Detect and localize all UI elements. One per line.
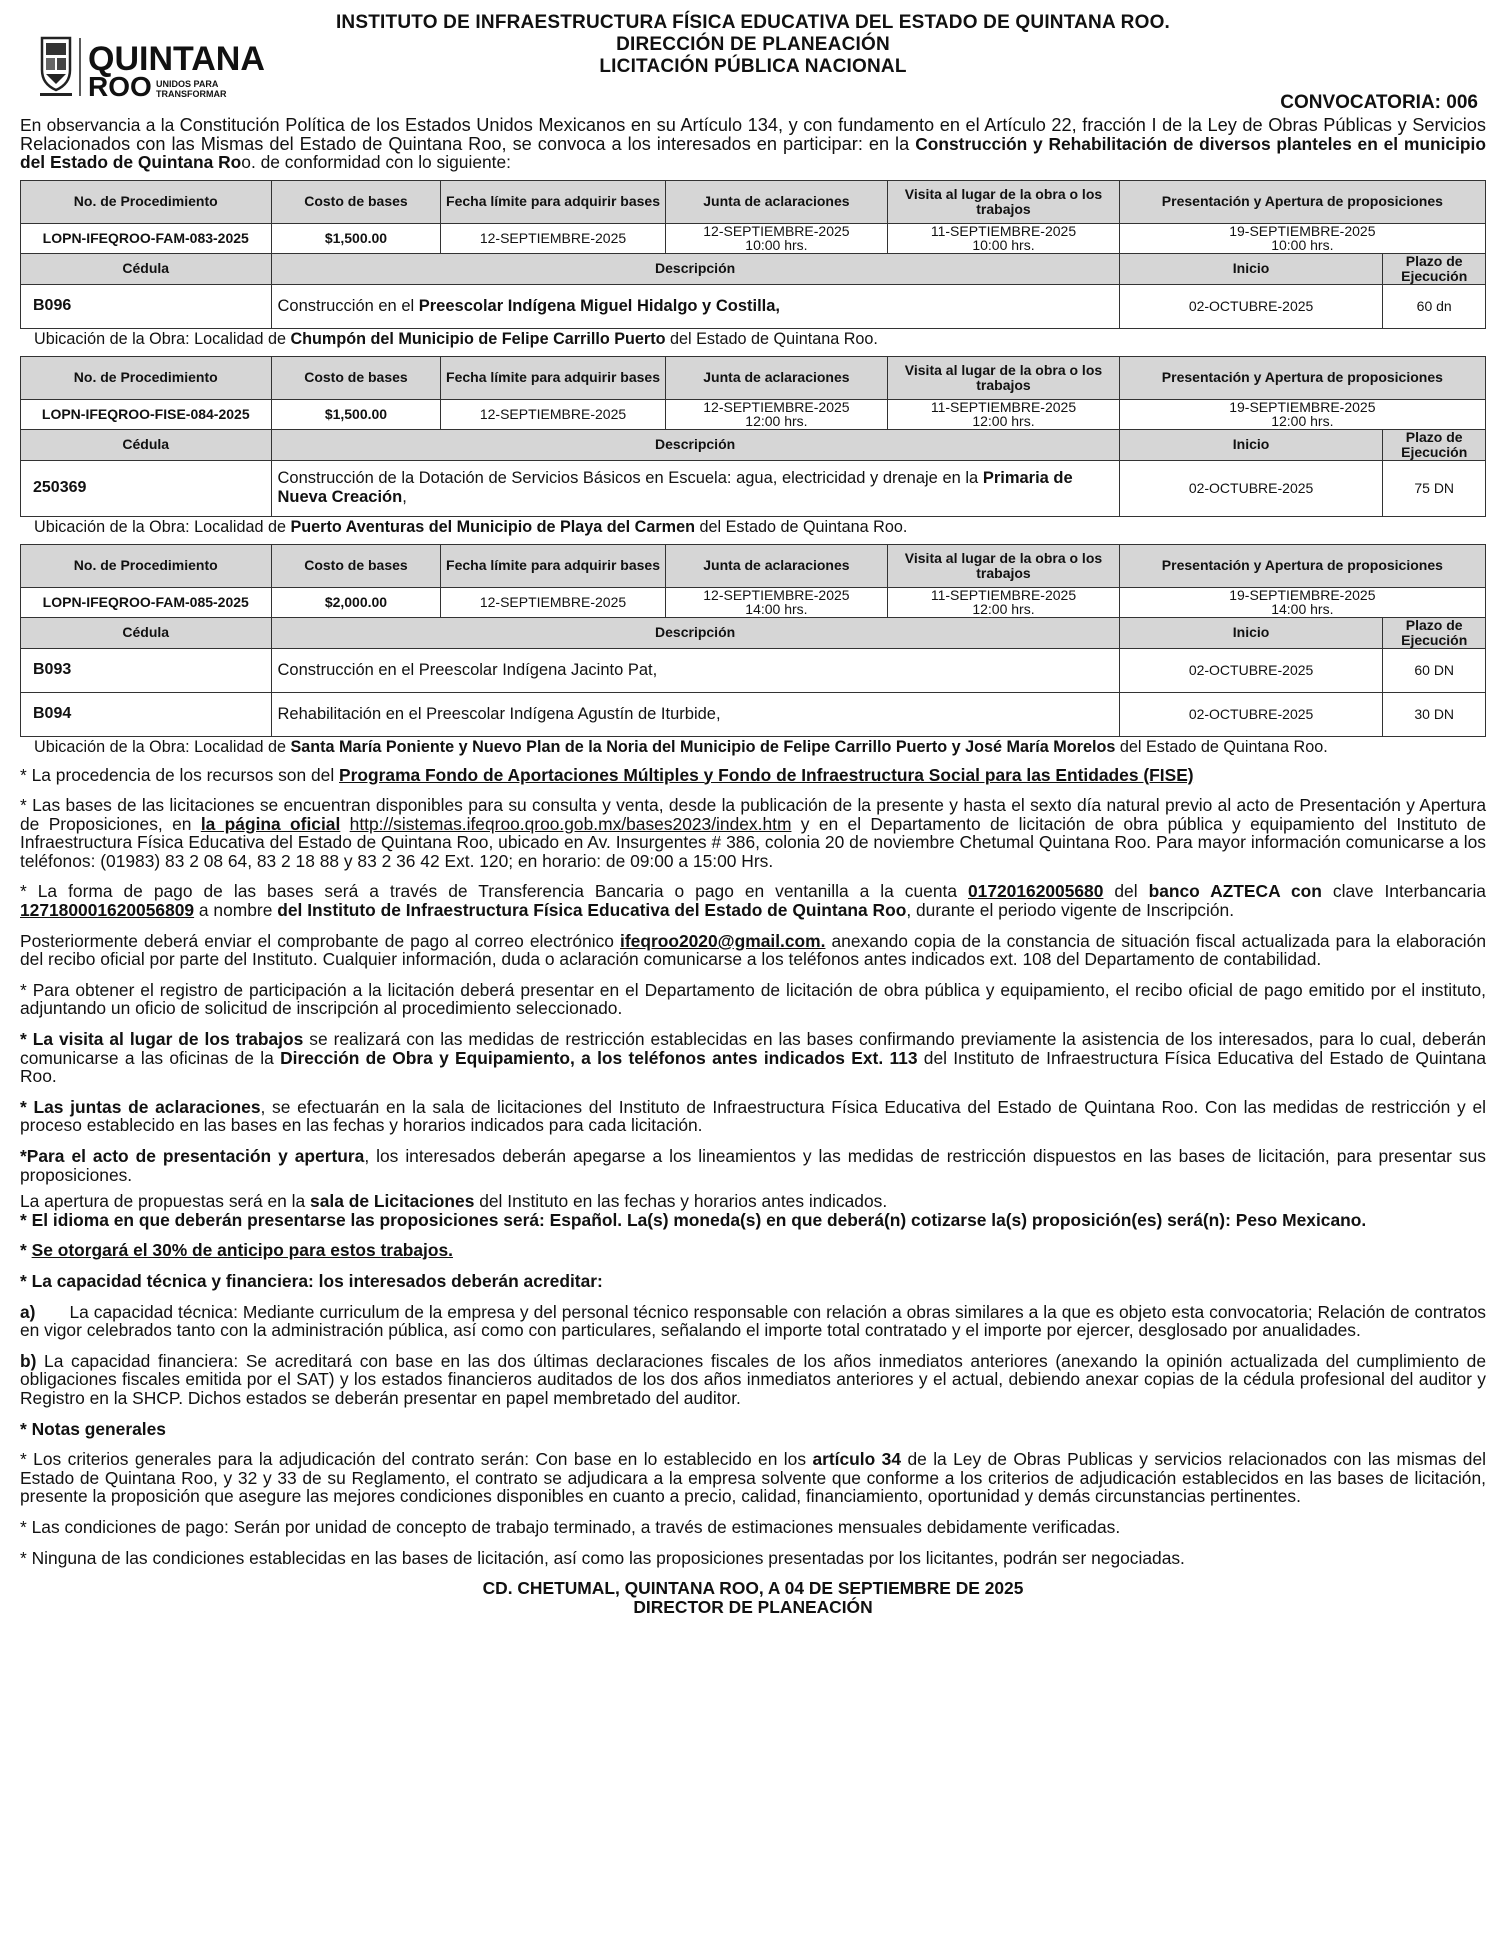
- work-location: Ubicación de la Obra: Localidad de Puerto Aventuras del Municipio de Playa del Carmen del Estado de Quintana Roo.: [34, 517, 908, 536]
- work-row: [21, 284, 1486, 328]
- svg-text:UNIDOS PARA: UNIDOS PARA: [156, 79, 219, 89]
- payment-paragraph: * La forma de pago de las bases será a través de Transferencia Bancaria o pago en ventanilla a la cuenta 01720162005680 del banco AZTECA con clave Interbancaria 127180001620056809 a nombre del Instituto de Infraestructura Física Educativa del Estado de Quintana Roo, durante el periodo vigente de Inscripción.: [20, 881, 1486, 921]
- visit-datetime: 11-SEPTIEMBRE-2025 12:00 hrs.: [888, 587, 1119, 617]
- col-junta: Junta de aclaraciones: [665, 356, 888, 399]
- payment-conditions: * Las condiciones de pago: Serán por unidad de concepto de trabajo terminado, a través de estimaciones mensuales debidamente verificadas.: [20, 1516, 1121, 1537]
- conditions-body: [20, 766, 1486, 1568]
- execution-term: 75 DN: [1383, 460, 1486, 516]
- language-paragraph: * El idioma en que deberán presentarse las proposiciones será: Español. La(s) moneda(s) en que deberá(n) cotizarse la(s) proposición(es) será(n): Peso Mexicano.: [20, 1209, 1367, 1230]
- criteria-paragraph: * Los criterios generales para la adjudicación del contrato serán: Con base en lo establecido en los artículo 34 de la Ley de Obras Publicas y servicios relacionados con las mismas del Estado de Quintana Roo, y 32 y 33 de su Reglamento, el contrato se adjudicara a la empresa solvente que conforme a los criterios de adjudicación establecidos en las bases de licitación, presente la proposición que asegure las mejores condiciones disponibles en cuanto a precio, calidad, financiamiento, oportunidad y demás circunstancias pertinentes.: [20, 1449, 1487, 1507]
- start-date: 02-OCTUBRE-2025: [1119, 460, 1383, 516]
- svg-text:TRANSFORMAR: TRANSFORMAR: [156, 89, 227, 99]
- work-description: Construcción en el Preescolar Indígena Jacinto Pat,: [271, 648, 1119, 692]
- bases-paragraph: * Las bases de las licitaciones se encuentran disponibles para su consulta y venta, desde la publicación de la presente y hasta el sexto día natural previo al acto de Presentación y Apertura de Proposiciones, en la página oficial http://sistemas.ifeqroo.qroo.gob.mx/bases2023/index.htm y en el Departamento de licitación de obra pública y equipamiento del Instituto de Infraestructura Física Educativa del Estado de Quintana Roo, ubicado en Av. Insurgentes # 386, colonia 20 de noviembre Chetumal Quintana Roo. Para mayor información comunicarse a los teléfonos: (01983) 83 2 08 64, 83 2 18 88 y 83 2 36 42 Ext. 120; en horario: de 09:00 a 15:00 Hrs.: [20, 795, 1486, 871]
- col-procedimiento: No. de Procedimiento: [21, 544, 272, 587]
- col-presentacion: Presentación y Apertura de proposiciones: [1119, 544, 1485, 587]
- contact-email[interactable]: ifeqroo2020@gmail.com.: [620, 930, 826, 951]
- procedure-header-row: [21, 180, 1486, 223]
- col-descripcion: Descripción: [271, 253, 1119, 284]
- col-fecha: Fecha límite para adquirir bases: [441, 544, 665, 587]
- col-fecha: Fecha límite para adquirir bases: [441, 180, 665, 223]
- opening-datetime: 19-SEPTIEMBRE-2025 10:00 hrs.: [1119, 223, 1485, 253]
- convocatoria-number: CONVOCATORIA: 006: [1280, 92, 1478, 113]
- cedula-code: B093: [21, 648, 272, 692]
- financial-capacity: b) La capacidad financiera: Se acreditará con base en las dos últimas declaraciones fiscales de los años inmediatos anteriores (anexando la opinión actualizada del cumplimiento de obligaciones fiscales emitida por el SAT) y los estados financieros auditados de los dos años inmediatos anteriores y el actual, debiendo anexar copias de la cédula profesional del auditor y Registro en la SHCP. Dichos estados se deberán presentar en papel membretado del auditor.: [20, 1350, 1486, 1408]
- col-inicio: Inicio: [1119, 253, 1383, 284]
- deadline-date: 12-SEPTIEMBRE-2025: [441, 399, 665, 429]
- procedure-row: [21, 399, 1486, 429]
- advance-paragraph: * Se otorgará el 30% de anticipo para estos trabajos.: [20, 1240, 453, 1261]
- col-visita: Visita al lugar de la obra o los trabajos: [888, 180, 1119, 223]
- execution-term: 30 DN: [1383, 692, 1486, 736]
- no-negotiation: * Ninguna de las condiciones establecidas en las bases de licitación, así como las proposiciones presentadas por los licitantes, podrán ser negociadas.: [20, 1547, 1185, 1568]
- col-presentacion: Presentación y Apertura de proposiciones: [1119, 356, 1485, 399]
- opening-paragraph: La apertura de propuestas será en la sala de Licitaciones del Instituto en las fechas y horarios antes indicados.: [20, 1191, 888, 1212]
- registration-paragraph: * Para obtener el registro de participación a la licitación deberá presentar en el Departamento de licitación de obra pública y equipamiento, el recibo oficial de pago emitido por el instituto, adjuntando un oficio de solicitud de inscripción al procedimiento seleccionado.: [20, 979, 1486, 1019]
- state-shield-icon: [40, 38, 72, 96]
- works-header-row: [21, 253, 1486, 284]
- direction-title: DIRECCIÓN DE PLANEACIÓN: [616, 34, 890, 55]
- work-row: [21, 460, 1486, 516]
- col-visita: Visita al lugar de la obra o los trabajos: [888, 356, 1119, 399]
- col-visita: Visita al lugar de la obra o los trabajos: [888, 544, 1119, 587]
- procedure-number: LOPN-IFEQROO-FAM-085-2025: [21, 587, 272, 617]
- col-descripcion: Descripción: [271, 429, 1119, 460]
- page: [20, 0, 1486, 1617]
- logo-wordmark-roo: ROO: [88, 71, 152, 100]
- footer-place-date: CD. CHETUMAL, QUINTANA ROO, A 04 DE SEPTIEMBRE DE 2025: [482, 1578, 1024, 1599]
- logo-wordmark-quintana: QUINTANA: [88, 40, 265, 78]
- clarification-datetime: 12-SEPTIEMBRE-2025 14:00 hrs.: [665, 587, 888, 617]
- procedure-row: [21, 587, 1486, 617]
- procedure-header-row: [21, 544, 1486, 587]
- col-costo: Costo de bases: [271, 180, 441, 223]
- col-junta: Junta de aclaraciones: [665, 544, 888, 587]
- deadline-date: 12-SEPTIEMBRE-2025: [441, 223, 665, 253]
- start-date: 02-OCTUBRE-2025: [1119, 648, 1383, 692]
- bases-cost: $2,000.00: [271, 587, 441, 617]
- resources-paragraph: * La procedencia de los recursos son del Programa Fondo de Aportaciones Múltiples y Fondo de Infraestructura Social para las Entidades (FISE): [20, 764, 1194, 785]
- tender-title: LICITACIÓN PÚBLICA NACIONAL: [599, 56, 907, 77]
- procedure-table: [20, 180, 1486, 329]
- work-description: Construcción de la Dotación de Servicios Básicos en Escuela: agua, electricidad y drenaje en la Primaria de Nueva Creación,: [271, 460, 1119, 516]
- works-header-row: [21, 429, 1486, 460]
- receipt-paragraph: Posteriormente deberá enviar el comprobante de pago al correo electrónico ifeqroo2020@gmail.com. anexando copia de la constancia de situación fiscal actualizada para la elaboración del recibo oficial por parte del Instituto. Cualquier información, duda o aclaración comunicarse a los teléfonos antes indicados ext. 108 del Departamento de contabilidad.: [20, 930, 1486, 970]
- bases-url-link[interactable]: http://sistemas.ifeqroo.qroo.gob.mx/bases2023/index.htm: [349, 813, 792, 834]
- col-plazo: Plazo de Ejecución: [1383, 617, 1486, 648]
- col-descripcion: Descripción: [271, 617, 1119, 648]
- bases-cost: $1,500.00: [271, 399, 441, 429]
- col-junta: Junta de aclaraciones: [665, 180, 888, 223]
- capacity-title: * La capacidad técnica y financiera: los interesados deberán acreditar:: [20, 1270, 603, 1291]
- procedures-section: [20, 180, 1486, 756]
- footer-signatory: DIRECTOR DE PLANEACIÓN: [633, 1597, 873, 1618]
- cedula-code: 250369: [21, 460, 272, 516]
- col-inicio: Inicio: [1119, 617, 1383, 648]
- col-cedula: Cédula: [21, 429, 272, 460]
- procedure-number: LOPN-IFEQROO-FAM-083-2025: [21, 223, 272, 253]
- opening-datetime: 19-SEPTIEMBRE-2025 14:00 hrs.: [1119, 587, 1485, 617]
- work-description: Construcción en el Preescolar Indígena Miguel Hidalgo y Costilla,: [271, 284, 1119, 328]
- visit-datetime: 11-SEPTIEMBRE-2025 10:00 hrs.: [888, 223, 1119, 253]
- work-location: Ubicación de la Obra: Localidad de Chumpón del Municipio de Felipe Carrillo Puerto del Estado de Quintana Roo.: [34, 329, 878, 348]
- work-row: [21, 692, 1486, 736]
- work-location: Ubicación de la Obra: Localidad de Santa María Poniente y Nuevo Plan de la Noria del Municipio de Felipe Carrillo Puerto y José María Morelos del Estado de Quintana Roo.: [34, 737, 1328, 756]
- cedula-code: B094: [21, 692, 272, 736]
- deadline-date: 12-SEPTIEMBRE-2025: [441, 587, 665, 617]
- procedure-table: [20, 356, 1486, 517]
- work-description: Rehabilitación en el Preescolar Indígena Agustín de Iturbide,: [271, 692, 1119, 736]
- opening-datetime: 19-SEPTIEMBRE-2025 12:00 hrs.: [1119, 399, 1485, 429]
- intro-paragraph: En observancia a la Constitución Política de los Estados Unidos Mexicanos en su Artículo 134, y con fundamento en el Artículo 22, fracción I de la Ley de Obras Públicas y Servicios Relacionados con las Mismas del Estado de Quintana Roo, se convoca a los interesados en participar: en la Construcción y Rehabilitación de diversos planteles en el municipio del Estado de Quintana Roo. de conformidad con lo siguiente:: [20, 115, 1486, 172]
- quintana-roo-logo: [36, 30, 266, 100]
- col-procedimiento: No. de Procedimiento: [21, 356, 272, 399]
- work-row: [21, 648, 1486, 692]
- procedure-row: [21, 223, 1486, 253]
- col-cedula: Cédula: [21, 253, 272, 284]
- clarification-paragraph: * Las juntas de aclaraciones, se efectuarán en la sala de licitaciones del Instituto de Infraestructura Física Educativa del Estado de Quintana Roo. Con las medidas de restricción y el proceso establecido en las bases en las fechas y horarios indicados para cada licitación.: [20, 1096, 1486, 1136]
- col-procedimiento: No. de Procedimiento: [21, 180, 272, 223]
- start-date: 02-OCTUBRE-2025: [1119, 284, 1383, 328]
- procedure-table: [20, 544, 1486, 737]
- start-date: 02-OCTUBRE-2025: [1119, 692, 1383, 736]
- col-inicio: Inicio: [1119, 429, 1383, 460]
- execution-term: 60 DN: [1383, 648, 1486, 692]
- col-fecha: Fecha límite para adquirir bases: [441, 356, 665, 399]
- technical-capacity: a) La capacidad técnica: Mediante curriculum de la empresa y del personal técnico responsable con relación a obras similares a la que es objeto esta convocatoria; Relación de contratos en vigor celebrados tanto con la administración pública, así como con particulares, señalando el importe total contratado y el importe por ejercer, desglosado por anualidades.: [20, 1301, 1486, 1341]
- col-plazo: Plazo de Ejecución: [1383, 429, 1486, 460]
- clarification-datetime: 12-SEPTIEMBRE-2025 12:00 hrs.: [665, 399, 888, 429]
- col-presentacion: Presentación y Apertura de proposiciones: [1119, 180, 1485, 223]
- site-visit-paragraph: * La visita al lugar de los trabajos se realizará con las medidas de restricción establecidas en las bases confirmando previamente la asistencia de los interesados, para lo cual, deberán comunicarse a las oficinas de la Dirección de Obra y Equipamiento, a los teléfonos antes indicados Ext. 113 del Instituto de Infraestructura Física Educativa del Estado de Quintana Roo.: [20, 1029, 1487, 1087]
- general-notes-title: * Notas generales: [20, 1418, 166, 1439]
- visit-datetime: 11-SEPTIEMBRE-2025 12:00 hrs.: [888, 399, 1119, 429]
- col-costo: Costo de bases: [271, 544, 441, 587]
- bases-cost: $1,500.00: [271, 223, 441, 253]
- cedula-code: B096: [21, 284, 272, 328]
- col-costo: Costo de bases: [271, 356, 441, 399]
- procedure-header-row: [21, 356, 1486, 399]
- execution-term: 60 dn: [1383, 284, 1486, 328]
- clarification-datetime: 12-SEPTIEMBRE-2025 10:00 hrs.: [665, 223, 888, 253]
- col-cedula: Cédula: [21, 617, 272, 648]
- presentation-paragraph: *Para el acto de presentación y apertura, los interesados deberán apegarse a los lineamientos y las medidas de restricción dispuestos en las bases de licitación, para presentar sus proposiciones.: [20, 1146, 1486, 1185]
- col-plazo: Plazo de Ejecución: [1383, 253, 1486, 284]
- works-header-row: [21, 617, 1486, 648]
- institute-title: INSTITUTO DE INFRAESTRUCTURA FÍSICA EDUCATIVA DEL ESTADO DE QUINTANA ROO.: [335, 12, 1171, 33]
- procedure-number: LOPN-IFEQROO-FISE-084-2025: [21, 399, 272, 429]
